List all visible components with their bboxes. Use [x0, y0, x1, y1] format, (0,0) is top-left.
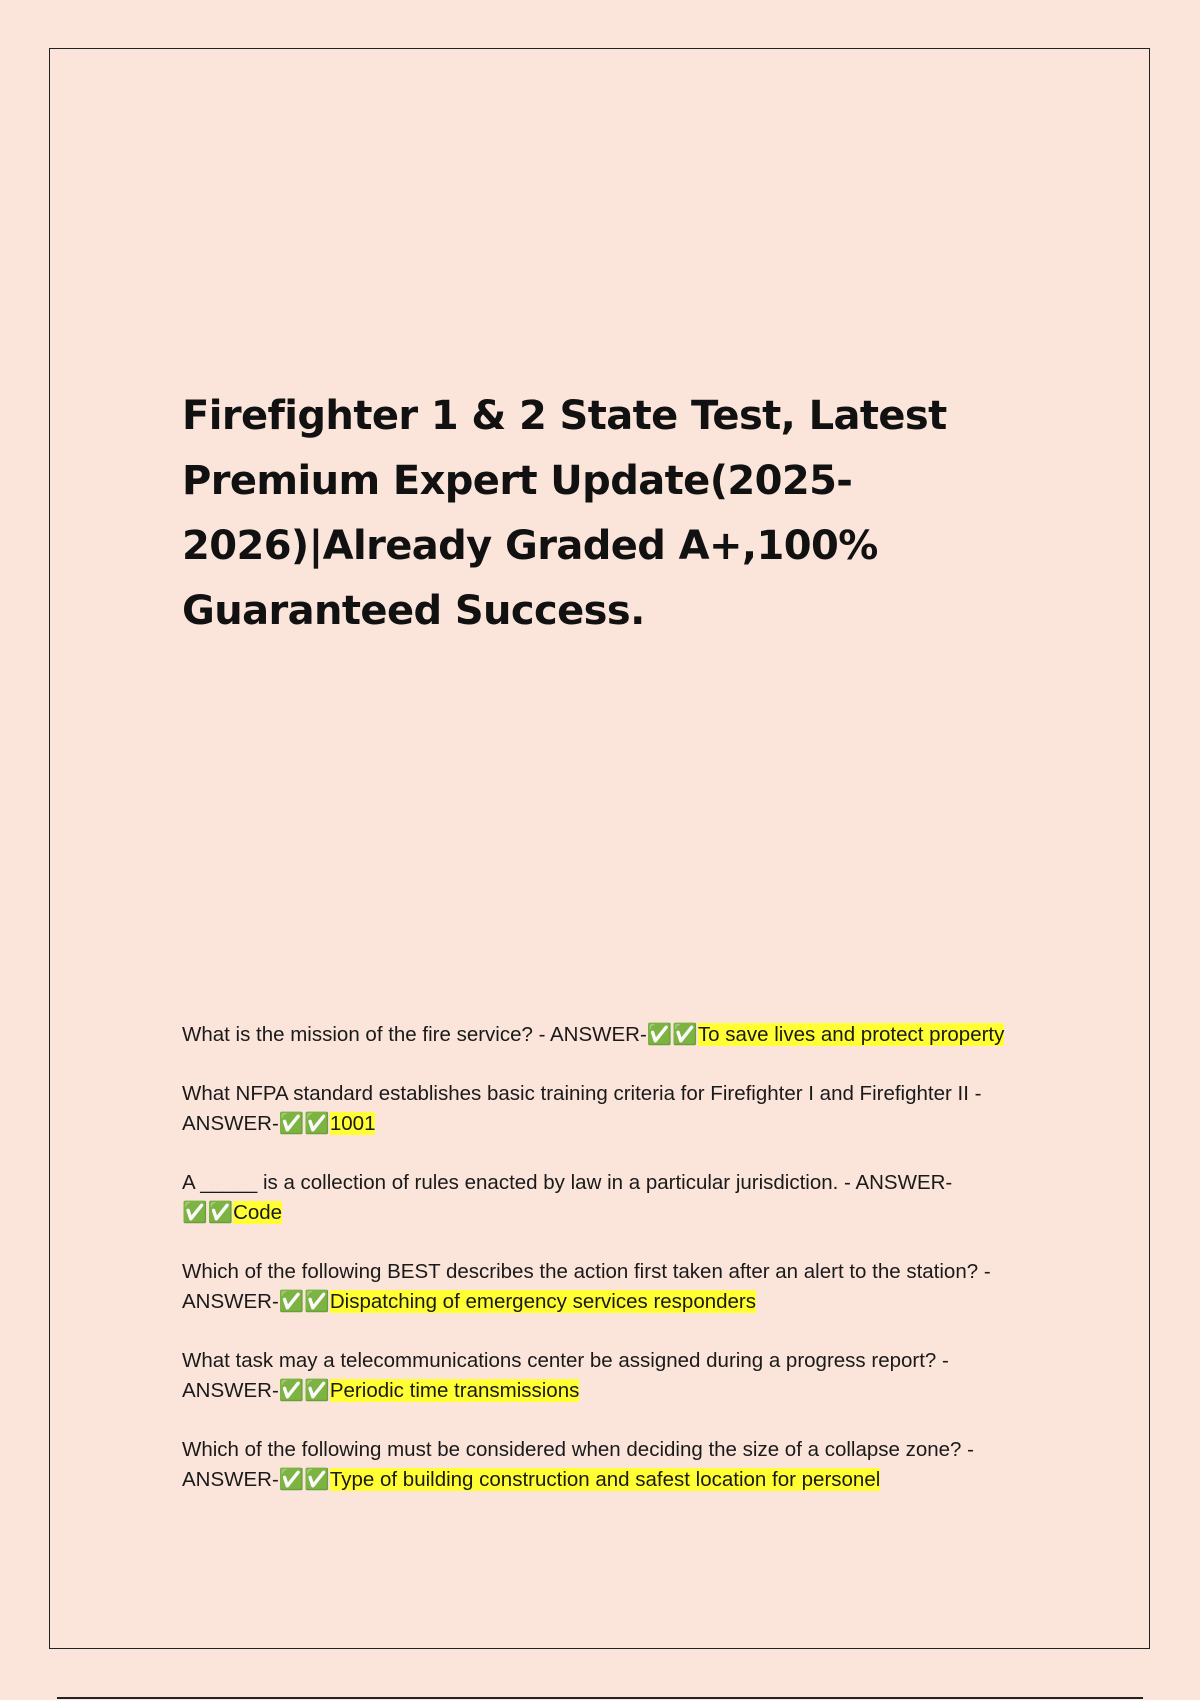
answer-highlight: Code	[233, 1201, 283, 1224]
qa-item	[182, 1020, 1032, 1051]
answer-highlight: 1001	[329, 1112, 376, 1135]
qa-list	[182, 1020, 1032, 1524]
answer-highlight: Periodic time transmissions	[329, 1379, 580, 1402]
question-text: A _____ is a collection of rules enacted by law in a particular jurisdiction. - ANSWER-✅✅	[182, 1170, 953, 1224]
qa-item	[182, 1168, 1032, 1229]
question-text: Which of the following BEST describes the action first taken after an alert to the station? - ANSWER-✅✅	[182, 1259, 991, 1313]
qa-item	[182, 1257, 1032, 1318]
qa-item	[182, 1346, 1032, 1407]
answer-highlight: Dispatching of emergency services responders	[329, 1290, 757, 1313]
answer-highlight: Type of building construction and safest location for personel	[329, 1468, 881, 1491]
qa-item	[182, 1079, 1032, 1140]
answer-highlight: To save lives and protect property	[697, 1023, 1005, 1046]
question-text: What is the mission of the fire service? - ANSWER-✅✅	[182, 1023, 698, 1046]
question-text: What NFPA standard establishes basic training criteria for Firefighter I and Firefighter II - ANSWER-✅✅	[182, 1081, 982, 1135]
question-text: Which of the following must be considered when deciding the size of a collapse zone? - ANSWER-✅✅	[182, 1437, 974, 1491]
qa-item	[182, 1435, 1032, 1496]
question-text: What task may a telecommunications center be assigned during a progress report? - ANSWER-✅✅	[182, 1348, 949, 1402]
document-title: Firefighter 1 & 2 State Test, Latest Premium Expert Update(2025-2026)|Already Graded A+,100% Guaranteed Success.	[182, 393, 947, 634]
next-page-top-rule	[57, 1697, 1143, 1699]
